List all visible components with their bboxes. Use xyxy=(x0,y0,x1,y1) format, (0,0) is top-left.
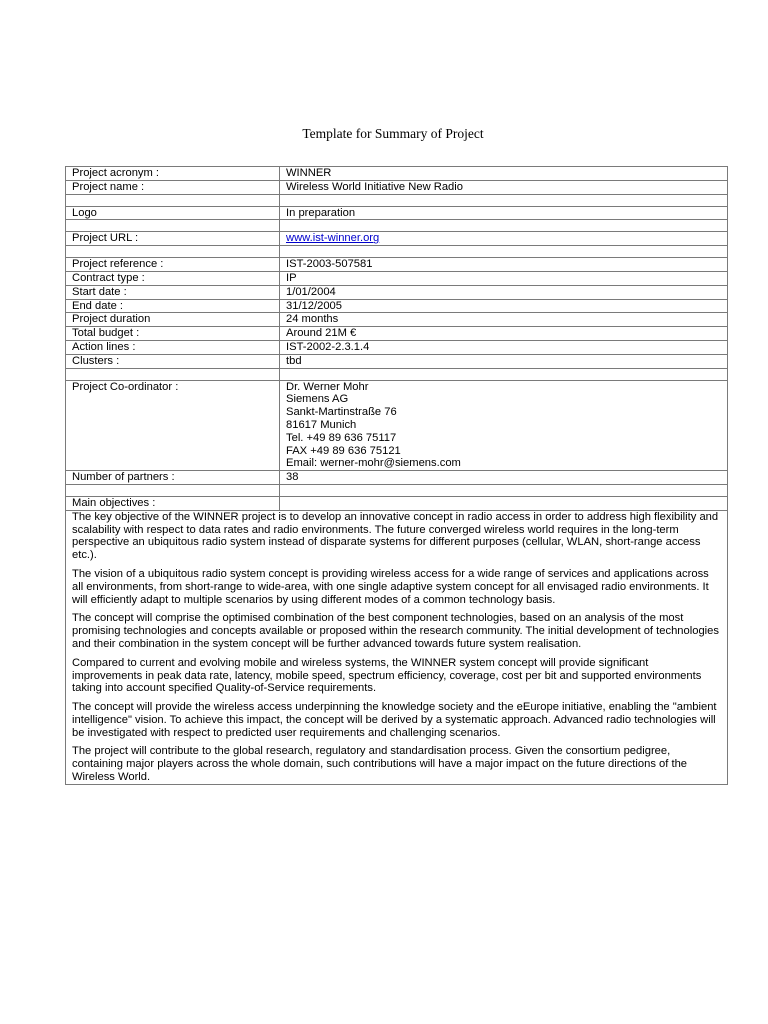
coordinator-line: Siemens AG xyxy=(286,393,349,406)
contract-label: Contract type : xyxy=(66,271,280,285)
spacer-row xyxy=(66,246,728,258)
start-value: 1/01/2004 xyxy=(280,285,728,299)
contract-value: IP xyxy=(280,271,728,285)
table-row xyxy=(66,271,728,285)
name-label: Project name : xyxy=(66,180,280,194)
table-row xyxy=(66,285,728,299)
clusters-label: Clusters : xyxy=(66,354,280,368)
reference-label: Project reference : xyxy=(66,258,280,272)
acronym-value: WINNER xyxy=(280,167,728,181)
project-summary-table xyxy=(65,166,728,785)
table-row xyxy=(66,510,728,784)
clusters-value: tbd xyxy=(280,354,728,368)
table-row xyxy=(66,167,728,181)
table-row xyxy=(66,232,728,246)
logo-label: Logo xyxy=(66,206,280,220)
action-value: IST-2002-2.3.1.4 xyxy=(280,340,728,354)
objectives-label: Main objectives : xyxy=(66,496,280,510)
table-row xyxy=(66,471,728,485)
action-label: Action lines : xyxy=(66,340,280,354)
reference-value: IST-2003-507581 xyxy=(280,258,728,272)
objective-paragraph: The concept will comprise the optimised combination of the best component technologies, based on an analysis of the most promising technologies and concepts available or proposed within the research community. The initial development of technologies and their combination in the system concept will be further advanced towards future system realisation. xyxy=(72,612,719,650)
objective-paragraph: The vision of a ubiquitous radio system concept is providing wireless access for a wide range of services and applications across all environments, from short-range to wide-area, with one single adaptive system concept for all envisaged radio environments. It will efficiently adapt to multiple scenarios by using different modes of a common technology basis. xyxy=(72,567,709,606)
spacer-row xyxy=(66,220,728,232)
table-row xyxy=(66,496,728,510)
end-value: 31/12/2005 xyxy=(280,299,728,313)
table-row xyxy=(66,180,728,194)
coordinator-line: Sankt-Martinstraße 76 xyxy=(286,406,397,419)
table-row xyxy=(66,380,728,471)
table-row xyxy=(66,340,728,354)
table-row xyxy=(66,299,728,313)
acronym-label: Project acronym : xyxy=(66,167,280,181)
name-value: Wireless World Initiative New Radio xyxy=(280,180,728,194)
table-row xyxy=(66,354,728,368)
coordinator-line: Tel. +49 89 636 75117 xyxy=(286,431,397,444)
objective-paragraph: The project will contribute to the global research, regulatory and standardisation process. Given the consortium pedigree, containing major players across the whole domain, such contributions will have a major impact on the future directions of the Wireless World. xyxy=(72,745,688,784)
spacer-row xyxy=(66,194,728,206)
budget-value: Around 21M € xyxy=(280,327,728,341)
duration-label: Project duration xyxy=(66,313,280,327)
table-row xyxy=(66,313,728,327)
end-label: End date : xyxy=(66,299,280,313)
table-row xyxy=(66,206,728,220)
spacer-row xyxy=(66,484,728,496)
table-row xyxy=(66,258,728,272)
coordinator-line: 81617 Munich xyxy=(286,418,357,431)
coordinator-line: FAX +49 89 636 75121 xyxy=(286,444,401,457)
objectives-body xyxy=(66,510,728,784)
partners-label: Number of partners : xyxy=(66,471,280,485)
url-label: Project URL : xyxy=(66,232,280,246)
document-title: Template for Summary of Project xyxy=(302,126,484,141)
partners-value: 38 xyxy=(280,471,728,485)
logo-value: In preparation xyxy=(280,206,728,220)
table-row xyxy=(66,327,728,341)
coordinator-value xyxy=(280,380,728,471)
start-label: Start date : xyxy=(66,285,280,299)
spacer-row xyxy=(66,368,728,380)
objective-paragraph: The concept will provide the wireless access underpinning the knowledge society and the eEurope initiative, enabling the "ambient intelligence" vision. To achieve this impact, the concept will be derived by a systematic approach. Advanced radio technologies will be investigated with respect to predicted user requirements and challenging scenarios. xyxy=(72,701,717,739)
project-url-link[interactable]: www.ist-winner.org xyxy=(286,232,380,245)
duration-value: 24 months xyxy=(280,313,728,327)
budget-label: Total budget : xyxy=(66,327,280,341)
coordinator-line: Dr. Werner Mohr xyxy=(286,380,369,393)
coordinator-line: Email: werner-mohr@siemens.com xyxy=(286,457,461,470)
objective-paragraph: Compared to current and evolving mobile and wireless systems, the WINNER system concept will provide significant improvements in peak data rate, latency, mobile speed, spectrum efficiency, coverage, cost per bit and supported environments taking into account specified Quality-of-Service requirements. xyxy=(72,656,702,695)
coordinator-label: Project Co-ordinator : xyxy=(66,380,280,471)
objective-paragraph: The key objective of the WINNER project is to develop an innovative concept in radio access in order to address high flexibility and scalability with respect to data rates and radio environments. The future converged wireless world requires in the long-term perspective an ubiquitous radio system instead of disparate systems for different purposes (cellular, WLAN, short-range access etc.). xyxy=(72,510,719,562)
